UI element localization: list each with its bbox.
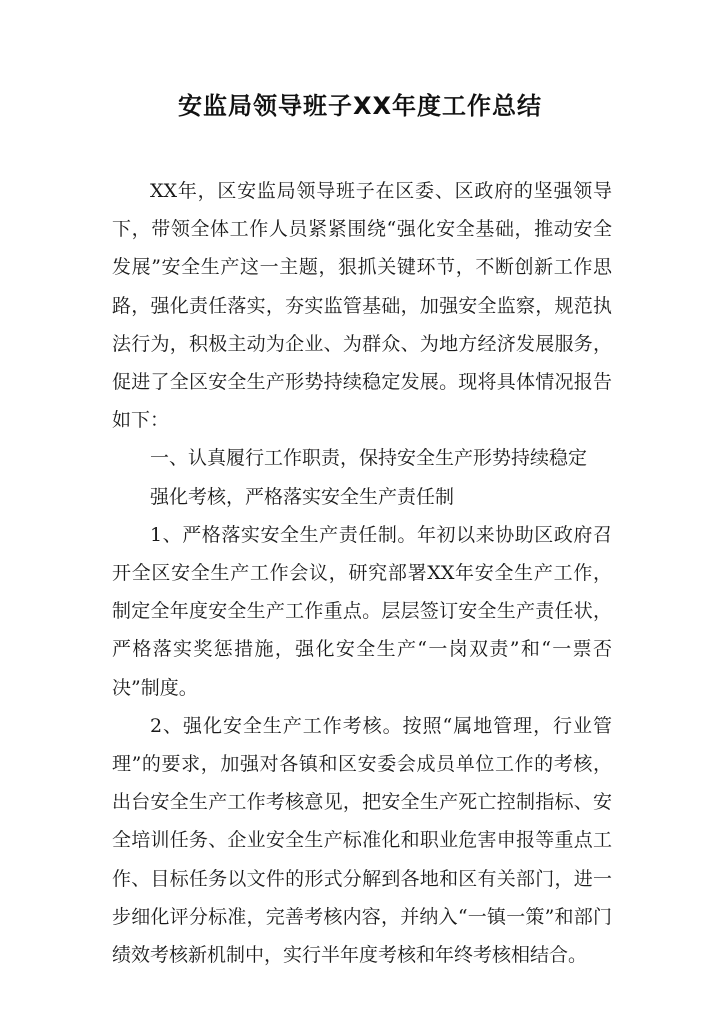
item-paragraph-2: 2、强化安全生产工作考核。按照“属地管理，行业管理”的要求，加强对各镇和区安委会成员单位工作的考核，出台安全生产工作考核意见，把安全生产死亡控制指标、安全培训任务、企业安全生产标准化和职业危害申报等重点工作、目标任务以文件的形式分解到各地和区有关部门，进一步细化评分标准，完善考核内容，并纳入“一镇一策”和部门绩效考核新机制中，实行半年度考核和年终考核相结合。: [112, 714, 612, 967]
item-paragraph-1: 1、严格落实安全生产责任制。年初以来协助区政府召开全区安全生产工作会议，研究部署XX年安全生产工作，制定全年度安全生产工作重点。层层签订安全生产责任状，严格落实奖惩措施，强化安全生产“一岗双责”和“一票否决”制度。: [112, 523, 612, 699]
intro-paragraph: XX年，区安监局领导班子在区委、区政府的坚强领导下，带领全体工作人员紧紧围绕“强化安全基础，推动安全发展”安全生产这一主题，狠抓关键环节，不断创新工作思路，强化责任落实，夯实监管基础，加强安全监察，规范执法行为，积极主动为企业、为群众、为地方经济发展服务，促进了全区安全生产形势持续稳定发展。现将具体情况报告如下：: [112, 180, 612, 432]
subsection-heading: 强化考核，严格落实安全生产责任制: [150, 485, 455, 508]
document-body: [112, 172, 612, 974]
document-title: 安监局领导班子XX年度工作总结: [177, 92, 542, 120]
section-heading: 一、认真履行工作职责，保持安全生产形势持续稳定: [150, 447, 588, 470]
